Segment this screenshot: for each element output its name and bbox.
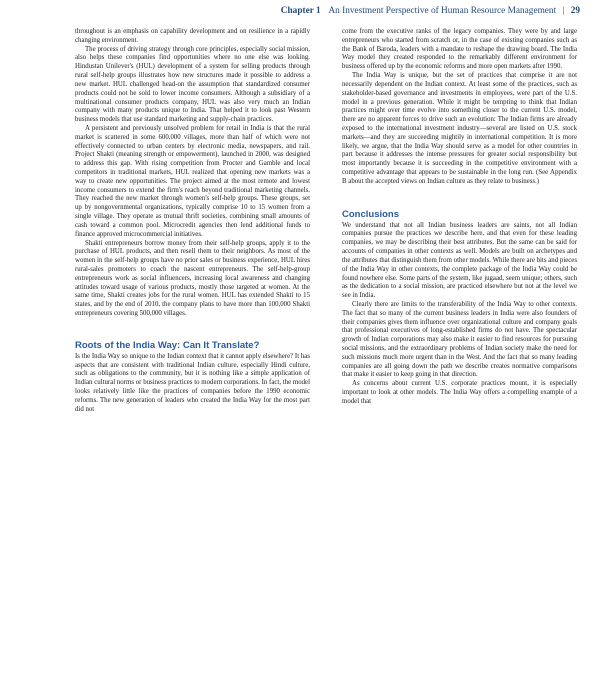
paragraph: come from the executive ranks of the legacy companies. They were by and large entrepreneurs who started from scratch or, in the case of existing companies such as the Bank of Baroda, leaders with a mandate to reshape the drawing board. The India Way model they created responded to the remarkably different environment for business offered up by the economic reforms and more open markets after 1990. [342, 28, 577, 71]
paragraph: The process of driving strategy through core principles, especially social mission, also helps these companies find opportunities where no one else was looking. Hindustan Unilever's (HUL) development of a system for selling products through rural self-help groups illustrates how new structures made it possible to address a new market. HUL challenged head-on the assumption that standardized consumer products could not be sold to lower income consumers. Although a subsidiary of a multinational consumer products company, HUL was also very much an Indian company with many products unique to India. That helped it to look past Western business models that use standard marketing and supply-chain practices. [75, 45, 310, 124]
paragraph: We understand that not all Indian business leaders are saints, not all Indian companies pursue the practices we describe here, and that even for these leading companies, we may be describing their best attributes. But the same can be said for accounts of companies in other contexts as well. Models are built on archetypes and the attributes that distinguish them from other models. While there are bits and pieces of the India Way in other contexts, the complete package of the India Way could be found nowhere else. Some parts of the system, like jugaad, seem unique; others, such as the dedication to a social mission, are practiced elsewhere but not at the level we see in India. [342, 221, 577, 300]
paragraph: Is the India Way so unique to the Indian context that it cannot apply elsewhere? It has aspects that are consistent with traditional Indian culture, especially Hindi culture, such as obligations to the community, but it is nothing like a simple application of Indian cultural norms or business practices to modern corporations. In fact, the model looks relatively little like the practices of companies before the 1990 economic reforms. The new generation of leaders who created the India Way for the most part did not [75, 352, 310, 413]
paragraph: The India Way is unique, but the set of practices that comprise it are not necessarily dependent on the Indian context. At least some of the practices, such as stakeholder-based governance and investments in employees, were part of the U.S. model in a previous generation. While it might be tempting to think that Indian practices might over time evolve into something closer to the current U.S. model, there are no apparent forces to drive such an evolution: The Indian firms are already exposed to the international investment industry—several are listed on U.S. stock markets—and they are succeeding mightily in international competition. It is more likely, we argue, that the India Way should serve as a model for other countries in part because it addresses the intense pressures for greater social responsibility but most importantly because it is succeeding in the competitive environment with a competitive advantage that appears to be sustainable in the long run. (See Appendix B about the accepted views on Indian culture as they relate to business.) [342, 72, 577, 185]
body-columns [75, 28, 577, 415]
paragraph: Shakti entrepreneurs borrow money from their self-help groups, apply it to the purchase of HUL products, and then resell them to their neighbors. As most of the women in the self-help groups have no prior sales or business experience, HUL hires rural-sales promoters to coach the nascent entrepreneurs. The self-help-group entrepreneurs work as social influencers, increasing local awareness and changing attitudes toward usage of various products, mostly those targeted at women. At the same time, Shakti creates jobs for the rural women. HUL has extended Shakti to 15 states, and by the end of 2010, the company plans to have more than 100,000 Shakti entrepreneurs covering 500,000 villages. [75, 239, 310, 317]
chapter-label: Chapter 1 [280, 6, 321, 16]
header-separator: | [562, 6, 565, 16]
paragraph: As concerns about current U.S. corporate practices mount, it is especially important to look at other models. The India Way offers a compelling example of a model that [342, 380, 577, 405]
running-header-text [281, 6, 580, 16]
section-heading-roots: Roots of the India Way: Can It Translate? [75, 339, 260, 351]
paragraph: A persistent and previously unsolved problem for retail in India is that the rural market is scattered in some 600,000 villages, more than half of which were not effectively connected to urban centers by electronic media, newspapers, and rail. Project Shakti (meaning strength or empowerment), launched in 2000, was designed to address this gap. With rising competition from Procter and Gamble and local competitors in traditional markets, HUL realized that opening new markets was a way to create new opportunities. The project aimed at the most remote and lowest income consumers to extend the firm's reach beyond traditional marketing channels. They reached the new market through women's self-help groups. These groups, set up by nongovernmental organizations, typically comprise 10 to 15 women from a single village. They operate as mutual thrift societies, combining small amounts of cash toward a common pool. Microcredit agencies then lend additional funds to finance approved microcommercial initiatives. [75, 124, 310, 238]
right-column [342, 28, 577, 415]
chapter-title: An Investment Perspective of Human Resource Management [328, 6, 557, 16]
paragraph: throughout is an emphasis on capability development and on resilience in a rapidly changing environment. [75, 28, 310, 44]
section-heading-conclusions: Conclusions [342, 208, 400, 220]
page-number: 29 [570, 6, 580, 16]
left-column [75, 28, 310, 415]
paragraph: Clearly there are limits to the transferability of the India Way to other contexts. The fact that so many of the current business leaders in India were also founders of their companies gives them influence over organizational culture and company goals that professional executives of long-established firms do not have. The spectacular growth of Indian corporations may also make it easier to find resources for pursuing social missions, and the extraordinary problems of Indian society make the need for such missions much more urgent than in the West. And the fact that so many leading companies are all going down the path we describe creates normative comparisons that make it easier to keep going in that direction. [342, 300, 577, 379]
running-header [0, 0, 598, 22]
